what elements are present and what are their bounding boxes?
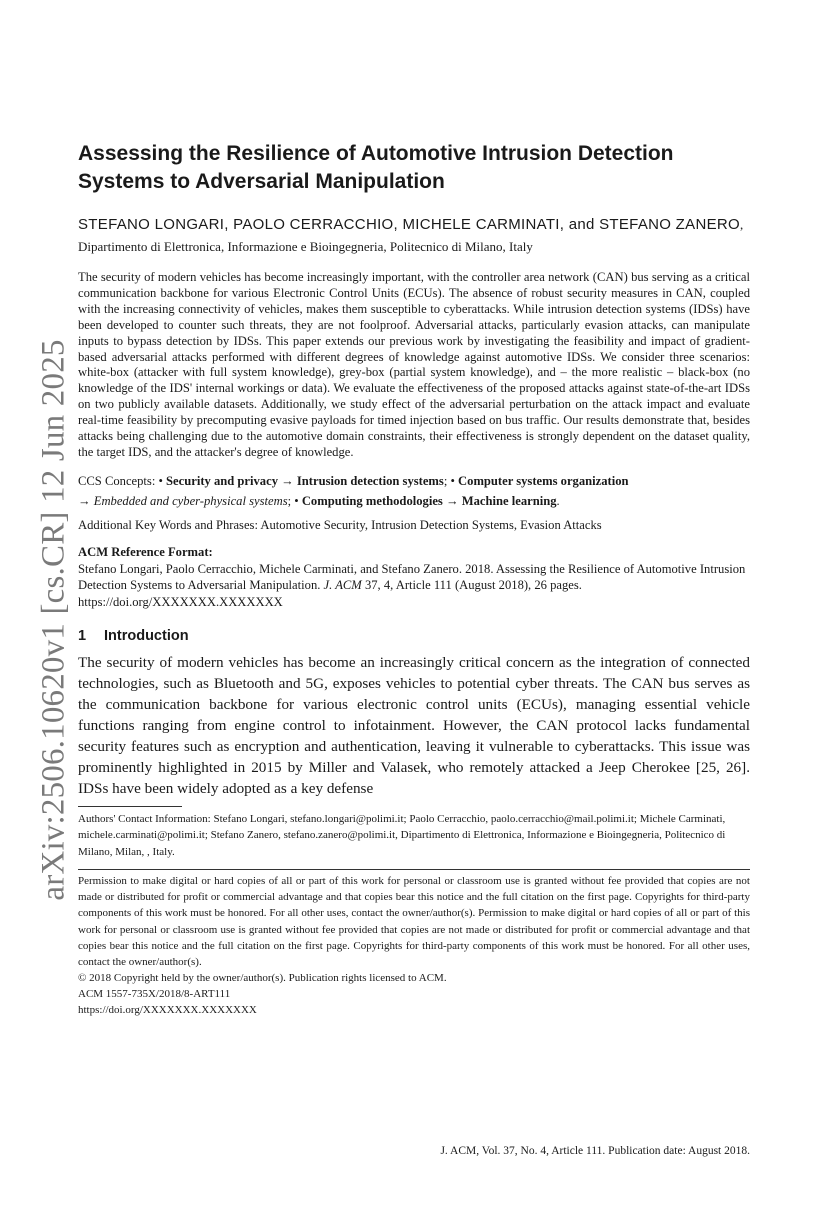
reference-format: Stefano Longari, Paolo Cerracchio, Michele Carminati, and Stefano Zanero. 2018. Assessing the Resilience of Automotive Intrusion Detection Systems to Adversarial Manipulation. J. ACM 37, 4, Article 111 (August 2018), 26 pages. https://doi.org/XXXXXXX.XXXXXXX	[78, 561, 746, 609]
arxiv-identifier: arXiv:2506.10620v1 [cs.CR] 12 Jun 2025	[35, 339, 72, 901]
paper-title: Assessing the Resilience of Automotive Intrusion Detection Systems to Adversarial Manipulation	[78, 142, 674, 193]
keywords: Additional Key Words and Phrases: Automotive Security, Intrusion Detection Systems, Evasion Attacks	[78, 517, 602, 532]
section-title: Introduction	[104, 628, 189, 645]
paper-page	[78, 140, 750, 1018]
section-heading	[78, 628, 750, 644]
footnote-divider	[78, 806, 182, 807]
author-block	[78, 214, 750, 258]
page-footer: J. ACM, Vol. 37, No. 4, Article 111. Publication date: August 2018.	[440, 1145, 750, 1157]
section-number: 1	[78, 628, 87, 645]
permission-divider	[78, 869, 750, 870]
copyright-notice: © 2018 Copyright held by the owner/author(s). Publication rights licensed to ACM.	[78, 972, 447, 985]
doi-link[interactable]: https://doi.org/XXXXXXX.XXXXXXX	[78, 1004, 257, 1017]
issn: ACM 1557-735X/2018/8-ART111	[78, 988, 231, 1001]
author-affiliation: , Dipartimento di Elettronica, Informazione e Bioingegneria, Politecnico di Milano, Italy	[78, 217, 744, 254]
author-contact: Authors' Contact Information: Stefano Longari, stefano.longari@polimi.it; Paolo Cerracchio, paolo.cerracchio@mail.polimi.it; Michele Carminati, michele.carminati@polimi.it; Stefano Zanero, stefano.zanero@polimi.it, Dipartimento di Elettronica, Informazione e Bioingegneria, Politecnico di Milano, Milan, , Italy.	[78, 812, 726, 858]
intro-paragraph: The security of modern vehicles has become an increasingly critical concern as the integration of connected technologies, such as Bluetooth and 5G, exposes vehicles to potential cyber threats. The CAN bus serves as the communication backbone for various electronic control units (ECUs), managing essential vehicle functions ranging from engine control to infotainment. However, the CAN protocol lacks fundamental security features such as encryption and authentication, leaving it vulnerable to cyberattacks. This issue was prominently highlighted in 2015 by Miller and Valasek, who remotely attacked a Jeep Cherokee [25, 26]. IDSs have been widely adopted as a key defense	[78, 654, 750, 797]
ccs-concepts: CCS Concepts: • Security and privacy → Intrusion detection systems; • Computer systems organization → Embedded and cyber-physical systems; • Computing methodologies → Machine learning.	[78, 473, 629, 508]
abstract: The security of modern vehicles has become increasingly important, with the controller area network (CAN) bus serving as a critical communication backbone for various Electronic Control Units (ECUs). The absence of robust security measures in CAN, coupled with the increasing connectivity of vehicles, makes them susceptible to cyberattacks. While intrusion detection systems (IDSs) have been developed to counter such threats, they are not foolproof. Adversarial attacks, particularly evasion attacks, can manipulate inputs to bypass detection by IDSs. This paper extends our previous work by investigating the feasibility and impact of gradient-based adversarial attacks performed with different degrees of knowledge against automotive IDSs. We consider three scenarios: white-box (attacker with full system knowledge), grey-box (partial system knowledge), and – the more realistic – black-box (no knowledge of the IDS' internal workings or data). We evaluate the effectiveness of the proposed attacks against state-of-the-art IDSs on two publicly available datasets. Additionally, we study effect of the adversarial perturbation on the attack impact and evaluate real-time feasibility by precomputing evasive payloads for timed injection based on bus traffic. Our results demonstrate that, besides attacks being challenging due to the automotive domain constraints, their effectiveness is strongly dependent on the dataset quality, the target IDS, and the attacker's degree of knowledge.	[78, 270, 750, 459]
author-names: STEFANO LONGARI, PAOLO CERRACCHIO, MICHELE CARMINATI, and STEFANO ZANERO	[78, 216, 740, 233]
permission-notice: Permission to make digital or hard copies of all or part of this work for personal or classroom use is granted without fee provided that copies are not made or distributed for profit or commercial advantage and that copies bear this notice and the full citation on the first page. Copyrights for third-party components of this work must be honored. For all other uses, contact the owner/author(s). Permission to make digital or hard copies of all or part of this work for personal or classroom use is granted without fee provided that copies are not made or distributed for profit or commercial advantage and that copies bear this notice and the full citation on the first page. Copyrights for third-party components of this work must be honored. For all other uses, contact the owner/author(s).	[78, 874, 750, 968]
reference-heading: ACM Reference Format:	[78, 544, 213, 559]
